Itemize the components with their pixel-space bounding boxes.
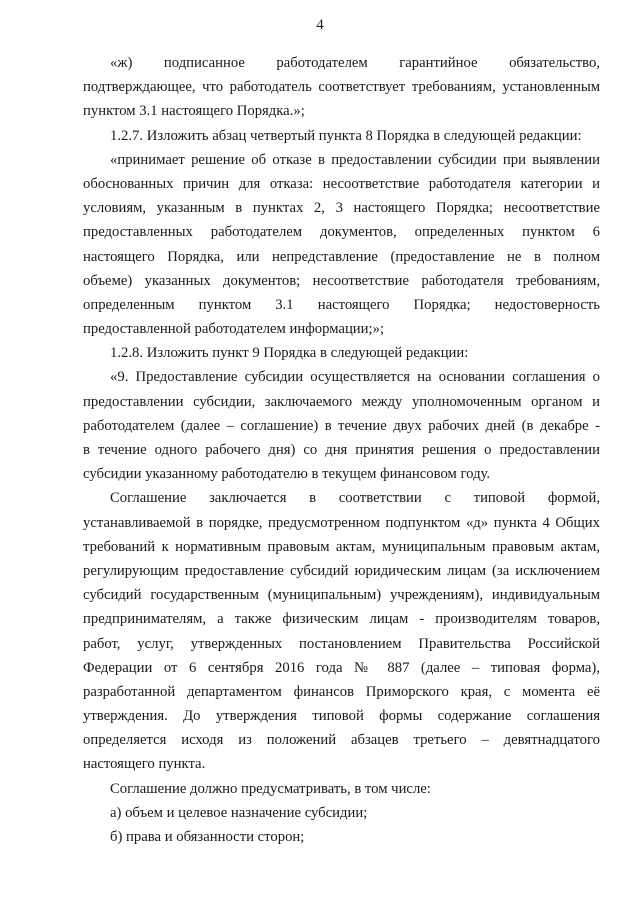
text-line: подтверждающее, что работодатель соответствует требованиям, установленным bbox=[83, 79, 600, 96]
text-line: настоящего Порядка, или непредставление (предоставление не в полном bbox=[83, 248, 600, 265]
page-number: 4 bbox=[316, 17, 324, 33]
text-line: утверждения. До утверждения типовой формы содержание соглашения bbox=[83, 708, 600, 725]
text-line: устанавливаемой в порядке, предусмотренном подпунктом «д» пункта 4 Общих bbox=[83, 514, 600, 531]
text-line: 1.2.7. Изложить абзац четвертый пункта 8 Порядка в следующей редакции: bbox=[110, 127, 582, 144]
text-line: определяется исходя из положений абзацев третьего – девятнадцатого bbox=[83, 732, 600, 749]
document-body bbox=[83, 51, 600, 849]
text-line: объеме) указанных документов; несоответствие работодателя требованиям, bbox=[83, 272, 600, 289]
text-line: предоставленной работодателем информации;»; bbox=[83, 321, 385, 338]
text-line: Соглашение должно предусматривать, в том числе: bbox=[110, 780, 431, 797]
text-line: субсидий государственным (муниципальным) учреждениям), индивидуальным bbox=[83, 587, 600, 604]
text-line: настоящего пункта. bbox=[83, 756, 206, 773]
text-line: предоставленных работодателем документов, определенных пунктом 6 bbox=[83, 224, 600, 241]
text-line: б) права и обязанности сторон; bbox=[110, 829, 305, 845]
text-line: «принимает решение об отказе в предоставлении субсидии при выявлении bbox=[110, 151, 600, 168]
text-line: «ж) подписанное работодателем гарантийное обязательство, bbox=[110, 55, 600, 71]
text-line: предоставлении субсидии, заключаемого между уполномоченным органом и bbox=[83, 393, 600, 410]
text-line: обоснованных причин для отказа: несоответствие работодателя категории и bbox=[83, 175, 600, 192]
text-line: регулирующим предоставление субсидий юридическим лицам (за исключением bbox=[83, 562, 600, 579]
text-line: определенным пунктом 3.1 настоящего Порядка; недостоверность bbox=[83, 296, 600, 313]
text-line: пунктом 3.1 настоящего Порядка.»; bbox=[83, 103, 305, 120]
text-line: работодателем (далее – соглашение) в течение двух рабочих дней (в декабре - bbox=[83, 417, 600, 434]
text-line: требований к нормативным правовым актам, муниципальным правовым актам, bbox=[83, 538, 600, 555]
text-line: работ, услуг, утвержденных постановлением Правительства Российской bbox=[83, 635, 600, 652]
text-line: в течение одного рабочего дня) со дня принятия решения о предоставлении bbox=[83, 442, 600, 458]
text-line: «9. Предоставление субсидии осуществляется на основании соглашения о bbox=[110, 369, 600, 386]
text-line: Федерации от 6 сентября 2016 года № 887 (далее – типовая форма), bbox=[83, 659, 600, 676]
text-line: субсидии указанному работодателю в текущем финансовом году. bbox=[83, 466, 491, 483]
text-line: а) объем и целевое назначение субсидии; bbox=[110, 804, 368, 821]
text-line: условиям, указанным в пунктах 2, 3 настоящего Порядка; несоответствие bbox=[83, 200, 600, 217]
text-line: предпринимателям, а также физическим лицам - производителям товаров, bbox=[83, 611, 600, 628]
text-line: разработанной департаментом финансов Приморского края, с момента её bbox=[83, 683, 600, 700]
text-line: 1.2.8. Изложить пункт 9 Порядка в следующей редакции: bbox=[110, 345, 469, 362]
text-line: Соглашение заключается в соответствии с типовой формой, bbox=[110, 490, 600, 507]
